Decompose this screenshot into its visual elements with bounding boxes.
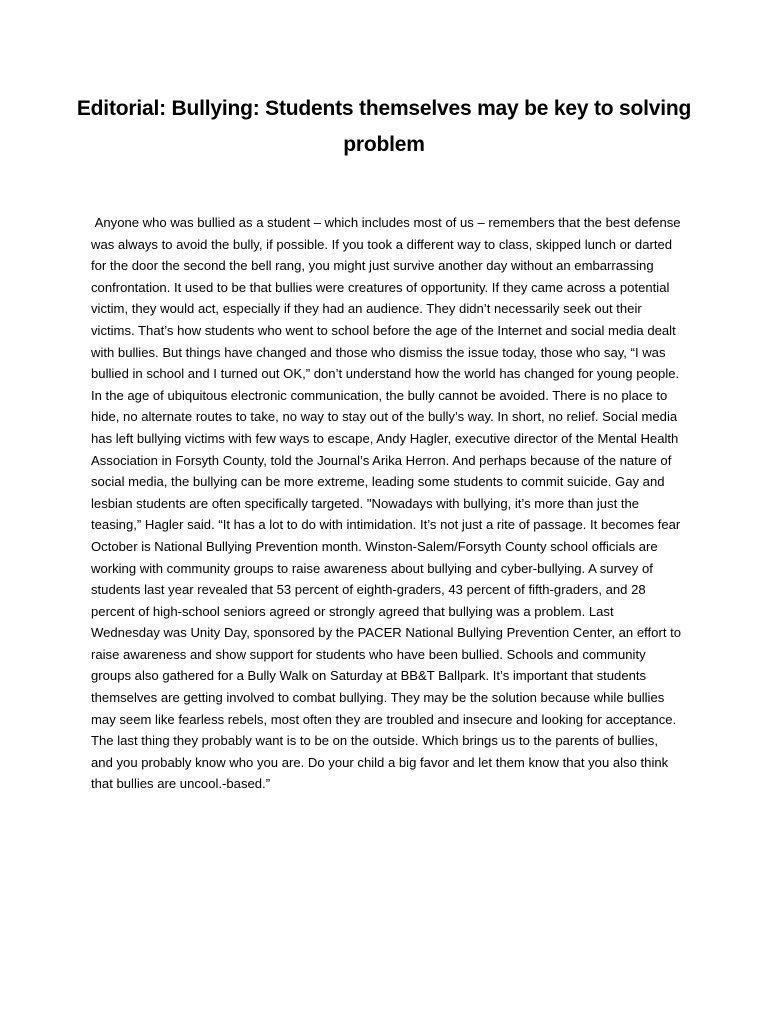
document-title: Editorial: Bullying: Students themselves may be key to solving problem bbox=[76, 97, 692, 156]
document-body: Anyone who was bullied as a student – which includes most of us – remembers that the best defense was always to avoid the bully, if possible. If you took a different way to class, skipped lunch or darted for the door the second the bell rang, you might just survive another day without an embarrassing confrontation. It used to be that bullies were creatures of opportunity. If they came across a potential victim, they would act, especially if they had an audience. They didn’t necessarily seek out their victims. That’s how students who went to school before the age of the Internet and social media dealt with bullies. But things have changed and those who dismiss the issue today, those who say, “I was bullied in school and I turned out OK,” don’t understand how the world has changed for young people. In the age of ubiquitous electronic communication, the bully cannot be avoided. There is no place to hide, no alternate routes to take, no way to stay out of the bully’s way. In short, no relief. Social media has left bullying victims with few ways to escape, Andy Hagler, executive director of the Mental Health Association in Forsyth County, told the Journal’s Arika Herron. And perhaps because of the nature of social media, the bullying can be more extreme, leading some students to commit suicide. Gay and lesbian students are often specifically targeted. "Nowadays with bullying, it’s more than just the teasing,” Hagler said. “It has a lot to do with intimidation. It’s not just a rite of passage. It becomes fear October is National Bullying Prevention month. Winston-Salem/Forsyth County school officials are working with community groups to raise awareness about bullying and cyber-bullying. A survey of students last year revealed that 53 percent of eighth-graders, 43 percent of fifth-graders, and 28 percent of high-school seniors agreed or strongly agreed that bullying was a problem. Last Wednesday was Unity Day, sponsored by the PACER National Bullying Prevention Center, an effort to raise awareness and show support for students who have been bullied. Schools and community groups also gathered for a Bully Walk on Saturday at BB&T Ballpark. It’s important that students themselves are getting involved to combat bullying. They may be the solution because while bullies may seem like fearless rebels, most often they are troubled and insecure and looking for acceptance. The last thing they probably want is to be on the outside. Which brings us to the parents of bullies, and you probably know who you are. Do your child a big favor and let them know that you also think that bullies are uncool.-based.” bbox=[91, 215, 685, 792]
